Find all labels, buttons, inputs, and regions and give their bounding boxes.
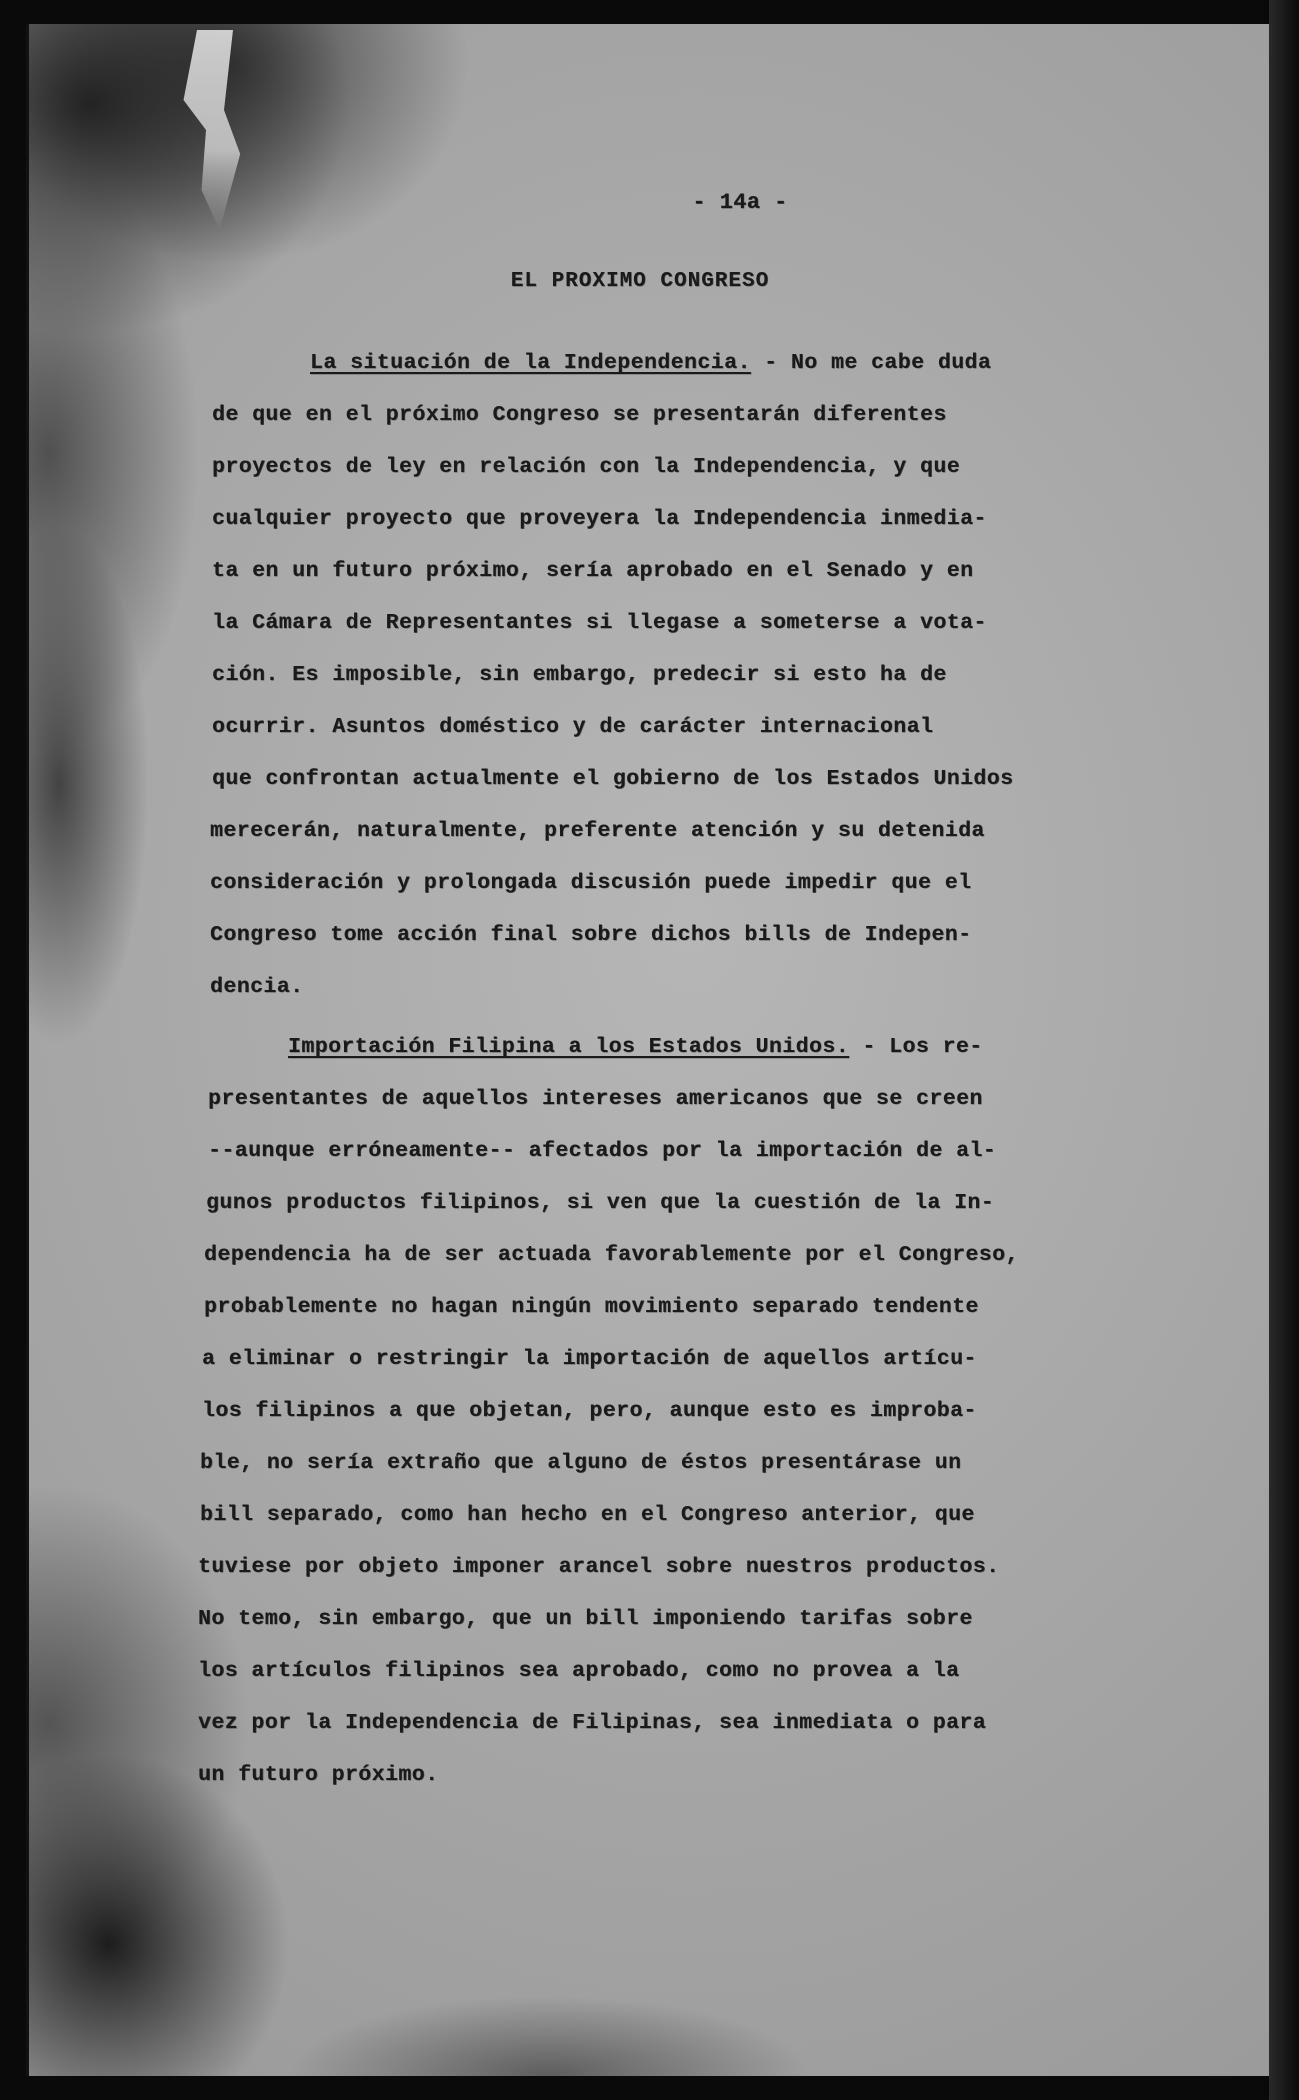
paragraph-line: tuviese por objeto imponer arancel sobre nuestros productos. (198, 1555, 1000, 1579)
paragraph-line: los filipinos a que objetan, pero, aunque esto es improba- (202, 1399, 977, 1423)
paragraph-line: --aunque erróneamente-- afectados por la importación de al- (208, 1139, 997, 1163)
paragraph-line: No temo, sin embargo, que un bill imponiendo tarifas sobre (198, 1607, 973, 1631)
paragraph-line: que confrontan actualmente el gobierno de los Estados Unidos (212, 767, 1014, 791)
paragraph-line: de que en el próximo Congreso se presentarán diferentes (212, 403, 947, 427)
paragraph-line: ocurrir. Asuntos doméstico y de carácter internacional (212, 715, 934, 739)
page-number: - 14a - (692, 190, 788, 215)
section-2-first-line (288, 1034, 983, 1060)
section-1-first-line-rest: - No me cabe duda (750, 351, 992, 375)
paragraph-line: Congreso tome acción final sobre dichos bills de Indepen- (210, 923, 972, 947)
paragraph-line: consideración y prolongada discusión puede impedir que el (210, 871, 972, 895)
paragraph-line: dependencia ha de ser actuada favorablemente por el Congreso, (204, 1243, 1019, 1267)
paragraph-line: merecerán, naturalmente, preferente atención y su detenida (210, 819, 985, 843)
paragraph-line: ta en un futuro próximo, sería aprobado en el Senado y en (212, 559, 974, 583)
paragraph-line: los artículos filipinos sea aprobado, como no provea a la (198, 1659, 960, 1683)
paragraph-line: ble, no sería extraño que alguno de éstos presentárase un (200, 1451, 962, 1475)
section-2-heading: Importación Filipina a los Estados Unidos. (288, 1035, 850, 1059)
paragraph-line: ción. Es imposible, sin embargo, predecir si esto ha de (212, 663, 947, 687)
paragraph-line: la Cámara de Representantes si llegase a someterse a vota- (212, 611, 987, 635)
paragraph-line: proyectos de ley en relación con la Independencia, y que (212, 455, 961, 479)
scan-border (1269, 0, 1299, 2100)
section-1-heading: La situación de la Independencia. (310, 351, 751, 375)
paragraph-line: presentantes de aquellos intereses americanos que se creen (208, 1087, 983, 1111)
paragraph-line: probablemente no hagan ningún movimiento separado tendente (204, 1295, 979, 1319)
paragraph-line: dencia. (210, 975, 304, 999)
paragraph-line: bill separado, como han hecho en el Congreso anterior, que (200, 1503, 975, 1527)
paragraph-line: cualquier proyecto que proveyera la Independencia inmedia- (212, 507, 987, 531)
paragraph-line: vez por la Independencia de Filipinas, sea inmediata o para (198, 1711, 987, 1735)
document-title: EL PROXIMO CONGRESO (510, 270, 770, 293)
section-1-first-line (310, 350, 991, 376)
paragraph-line: gunos productos filipinos, si ven que la cuestión de la In- (206, 1191, 995, 1215)
section-2-first-line-rest: - Los re- (849, 1035, 983, 1059)
paragraph-line: un futuro próximo. (198, 1763, 439, 1787)
paragraph-line: a eliminar o restringir la importación de aquellos artícu- (202, 1347, 977, 1371)
